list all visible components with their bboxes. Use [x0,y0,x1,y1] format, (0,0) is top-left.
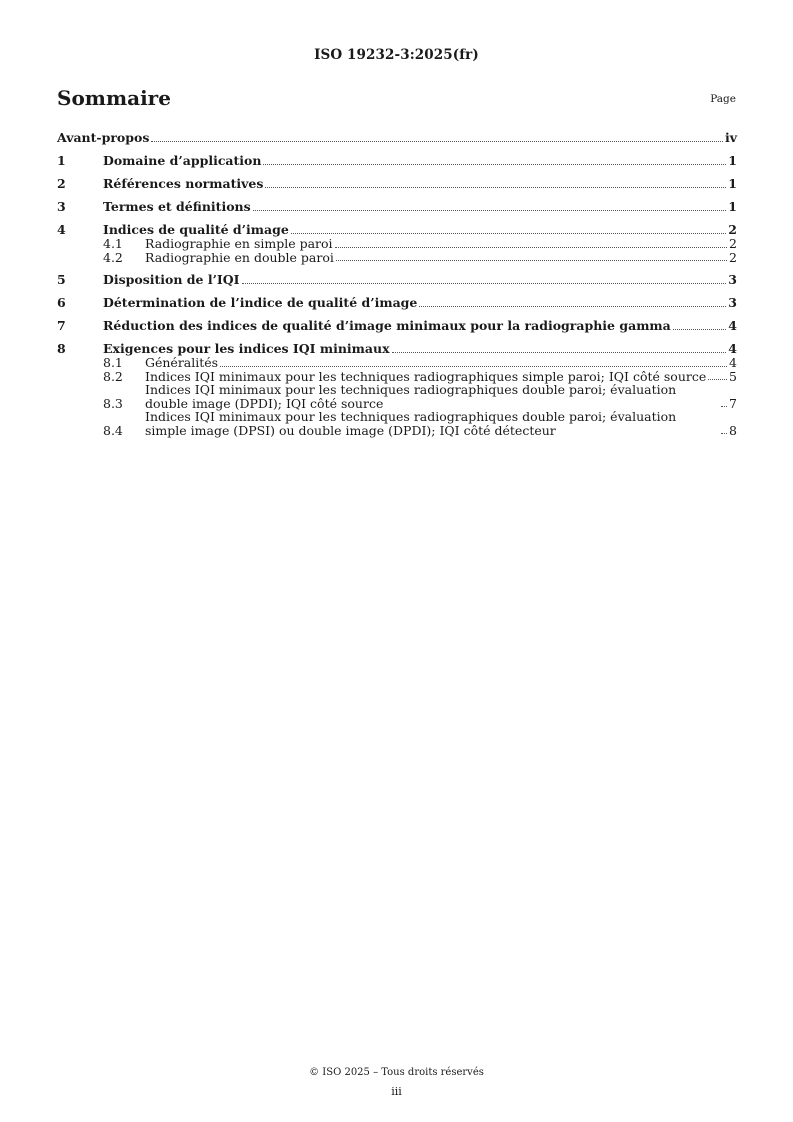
toc-entry-number: 8 [57,341,66,356]
toc-entry-number: 8.4 [103,422,123,438]
toc-entry[interactable] [57,176,737,191]
toc-title: Sommaire [57,86,171,110]
toc-entry[interactable] [57,356,737,370]
toc-entry[interactable] [57,318,737,333]
toc-entry-title: Avant-propos [57,130,150,145]
table-of-contents [57,130,737,437]
toc-entry[interactable] [57,383,737,410]
toc-entry-page: iv [724,130,737,145]
toc-entry-page: 8 [729,422,737,438]
toc-entry[interactable] [57,222,737,237]
dot-leader [242,283,727,284]
toc-entry-number: 8.3 [103,395,123,411]
toc-entry-number: 4.1 [103,236,123,251]
toc-entry[interactable] [57,130,737,145]
dot-leader [673,329,727,330]
toc-entry-page: 2 [729,236,737,251]
toc-entry[interactable] [57,237,737,251]
toc-entry-page: 2 [728,222,737,237]
toc-entry-title: Domaine d’application [103,153,262,168]
page-column-label: Page [710,93,736,105]
toc-entry-title: Disposition de l’IQI [103,272,240,287]
dot-leader [336,260,727,261]
toc-entry-page: 1 [728,153,737,168]
toc-entry-number: 8.1 [103,355,123,370]
toc-entry-title: Références normatives [103,176,264,191]
toc-entry-title: Réduction des indices de qualité d’image minimaux pour la radiographie gamma [103,318,671,333]
toc-entry[interactable] [57,370,737,384]
dot-leader [151,141,723,142]
toc-entry-page: 4 [729,355,737,370]
dot-leader [265,187,726,188]
toc-entry-number: 3 [57,199,66,214]
dot-leader [721,433,727,434]
toc-entry[interactable] [57,272,737,287]
toc-entry-title: Indices IQI minimaux pour les techniques radiographiques double paroi; évaluation double image (DPDI); IQI côté source [145,382,677,411]
toc-entry-title: Exigences pour les indices IQI minimaux [103,341,390,356]
toc-entry-title: Termes et définitions [103,199,251,214]
toc-entry-title: Indices IQI minimaux pour les techniques radiographiques double paroi; évaluation simple image (DPSI) ou double image (DPDI); IQI côté détecteur [145,409,677,438]
toc-entry[interactable] [57,199,737,214]
toc-entry-page: 1 [728,199,737,214]
toc-entry-page: 4 [728,318,737,333]
dot-leader [721,406,727,407]
dot-leader [291,233,727,234]
toc-entry-number: 1 [57,153,66,168]
toc-entry[interactable] [57,295,737,310]
toc-entry-title: Indices IQI minimaux pour les techniques radiographiques simple paroi; IQI côté source [145,368,707,384]
toc-entry-page: 3 [728,295,737,310]
toc-entry-title: Radiographie en simple paroi [145,236,333,251]
toc-entry-page: 4 [728,341,737,356]
toc-entry-page: 5 [729,368,737,384]
toc-entry-number: 8.2 [103,368,123,384]
toc-entry-number: 2 [57,176,66,191]
toc-entry-page: 1 [728,176,737,191]
document-id: ISO 19232-3:2025(fr) [314,47,479,63]
dot-leader [263,164,726,165]
toc-entry[interactable] [57,410,737,437]
dot-leader [392,352,727,353]
toc-entry-title: Radiographie en double paroi [145,249,334,265]
toc-entry-number: 4 [57,222,66,237]
dot-leader [419,306,726,307]
dot-leader [335,247,728,248]
toc-entry-page: 7 [729,395,737,411]
toc-entry-number: 4.2 [103,249,123,265]
toc-entry-page: 2 [729,249,737,265]
toc-entry-title: Indices de qualité d’image [103,222,289,237]
toc-entry-title: Généralités [145,355,219,370]
toc-entry-title: Détermination de l’indice de qualité d’image [103,295,418,310]
page-number: iii [391,1085,402,1098]
copyright-footer: © ISO 2025 – Tous droits réservés [309,1067,484,1078]
toc-entry-number: 5 [57,272,66,287]
toc-entry[interactable] [57,153,737,168]
dot-leader [708,379,727,380]
toc-entry[interactable] [57,341,737,356]
toc-entry[interactable] [57,251,737,265]
dot-leader [253,210,727,211]
toc-entry-number: 7 [57,318,66,333]
toc-entry-page: 3 [728,272,737,287]
dot-leader [220,366,727,367]
toc-entry-number: 6 [57,295,66,310]
